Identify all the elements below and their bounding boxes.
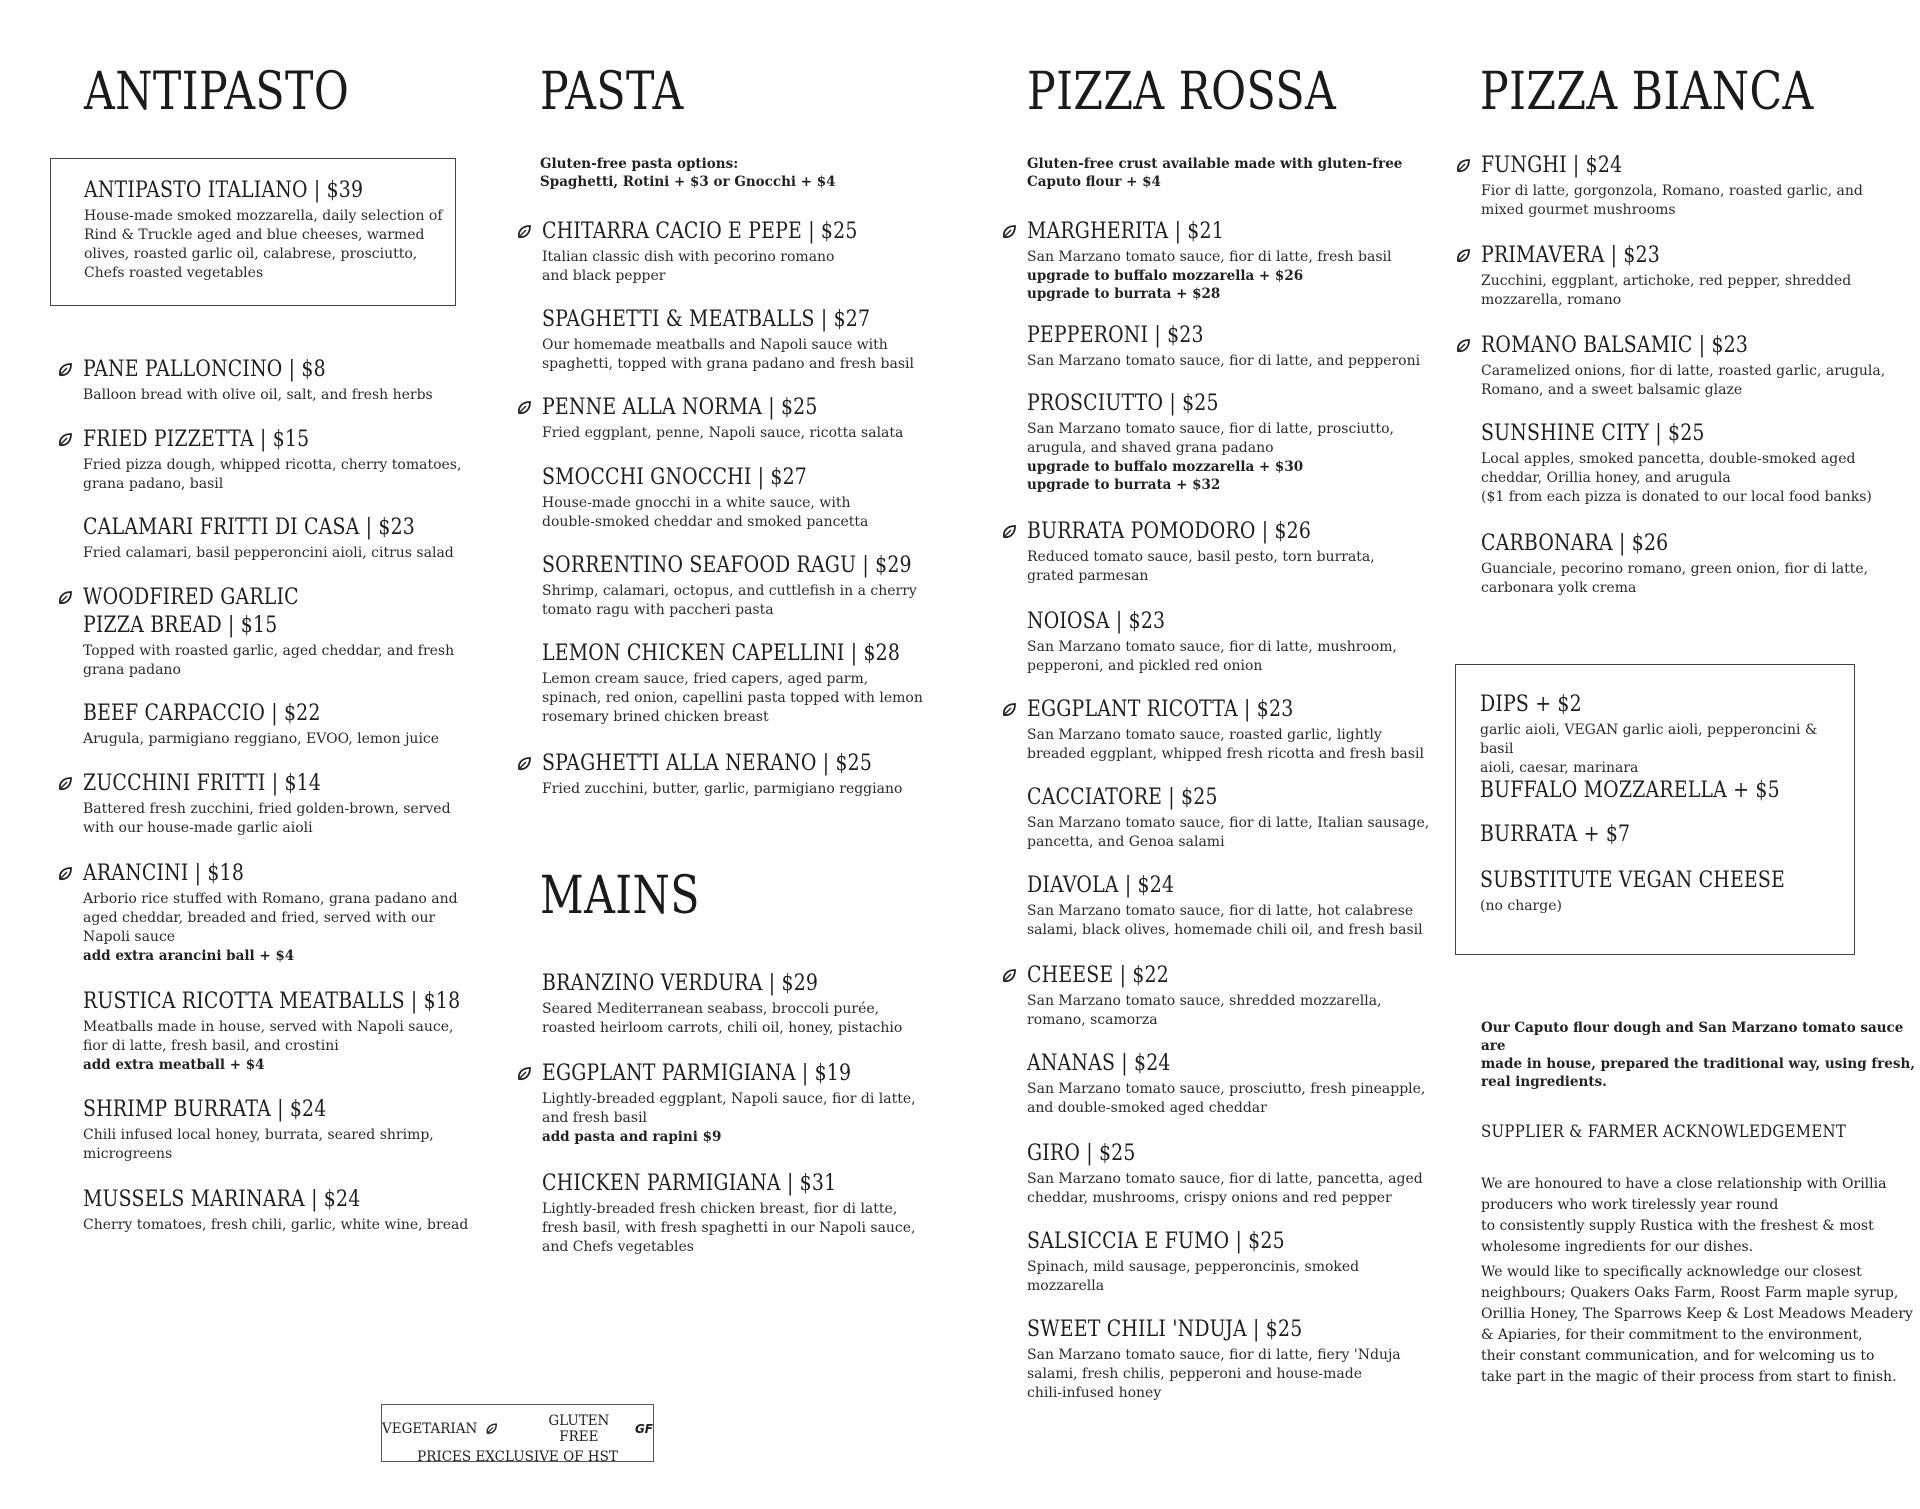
item-name: SHRIMP BURRATA | $24: [83, 1097, 327, 1122]
item-name: SALSICCIA E FUMO | $25: [1027, 1229, 1285, 1254]
acknowledgement-paragraph-1: We are honoured to have a close relationship with Orillia producers who work tirelessly year round to consistently supply Rustica with the freshest & most wholesome ingredients for our dishes.: [1481, 1176, 1887, 1255]
antipasto-title: ANTIPASTO: [84, 62, 350, 122]
menu-item: [83, 860, 503, 965]
item-name: NOIOSA | $23: [1027, 609, 1166, 634]
vegetarian-leaf-icon: [57, 432, 73, 448]
menu-item: [1027, 1316, 1447, 1403]
vegetarian-leaf-icon: [516, 224, 532, 240]
item-description: Reduced tomato sauce, basil pesto, torn burrata, grated parmesan: [1027, 549, 1375, 584]
item-name: SORRENTINO SEAFOOD RAGU | $29: [542, 553, 912, 578]
vegetarian-leaf-icon: [1455, 248, 1471, 264]
vegetarian-leaf-icon: [1001, 702, 1017, 718]
addon-name: DIPS + $2: [1480, 692, 1582, 717]
item-description: Lightly-breaded eggplant, Napoli sauce, fior di latte, and fresh basil: [542, 1091, 916, 1126]
gluten-free-icon: GF: [634, 1422, 653, 1436]
item-name: FUNGHI | $24: [1481, 153, 1623, 178]
item-name: PEPPERONI | $23: [1027, 323, 1204, 348]
item-description: House-made gnocchi in a white sauce, with double-smoked cheddar and smoked pancetta: [542, 495, 869, 530]
item-description: Fried calamari, basil pepperoncini aioli, citrus salad: [83, 545, 454, 561]
pasta-title: PASTA: [540, 62, 684, 122]
vegetarian-leaf-icon: [1455, 338, 1471, 354]
item-upgrade-note: add extra meatball + $4: [83, 1057, 265, 1073]
menu-item: [1481, 242, 1901, 310]
item-description: San Marzano tomato sauce, fior di latte, and pepperoni: [1027, 353, 1421, 369]
menu-item: [1027, 518, 1447, 586]
item-description: Spinach, mild sausage, pepperoncinis, smoked mozzarella: [1027, 1259, 1360, 1294]
dough-note: Our Caputo flour dough and San Marzano tomato sauce are made in house, prepared the traditional way, using fresh, real ingredients.: [1481, 1020, 1916, 1090]
item-upgrade-note: add pasta and rapini $9: [542, 1129, 722, 1145]
vegetarian-leaf-icon: [1001, 524, 1017, 540]
item-description: San Marzano tomato sauce, fior di latte, mushroom, pepperoni, and pickled red onion: [1027, 639, 1397, 674]
item-name: ROMANO BALSAMIC | $23: [1481, 333, 1749, 358]
item-upgrade-note: add extra arancini ball + $4: [83, 948, 295, 964]
menu-item: [1027, 390, 1447, 494]
item-description: Battered fresh zucchini, fried golden-brown, served with our house-made garlic aioli: [83, 801, 451, 836]
item-name: PENNE ALLA NORMA | $25: [542, 395, 818, 420]
vegetarian-leaf-icon: [57, 590, 73, 606]
legend-box: [381, 1404, 654, 1465]
menu-item: [83, 1186, 503, 1235]
addon-name: BURRATA + $7: [1480, 822, 1631, 847]
item-name: MUSSELS MARINARA | $24: [83, 1187, 361, 1212]
item-name: EGGPLANT PARMIGIANA | $19: [542, 1061, 852, 1086]
item-name: FRIED PIZZETTA | $15: [83, 427, 310, 452]
item-description: Chili infused local honey, burrata, seared shrimp, microgreens: [83, 1127, 434, 1162]
menu-item: [1027, 872, 1447, 940]
menu-item: [1027, 962, 1447, 1030]
menu-item: [1027, 608, 1447, 676]
item-description: Fior di latte, gorgonzola, Romano, roasted garlic, and mixed gourmet mushrooms: [1481, 183, 1863, 218]
acknowledgement-paragraph-2: We would like to specifically acknowledge our closest neighbours; Quakers Oaks Farm, Roost Farm maple syrup, Orillia Honey, The Sparrows Keep & Lost Meadows Meadery & Apiaries, for their commitment to the environment, their constant communication, and for welcoming us to take part in the magic of their process from start to finish.: [1481, 1264, 1913, 1385]
menu-item: [542, 640, 962, 727]
menu-item: [1027, 1050, 1447, 1118]
item-name: CALAMARI FRITTI DI CASA | $23: [83, 515, 415, 540]
item-description: San Marzano tomato sauce, fior di latte, hot calabrese salami, black olives, homemade chili oil, and fresh basil: [1027, 903, 1423, 938]
menu-item: [1027, 218, 1447, 303]
addon-item: [1480, 867, 1840, 916]
vegetarian-leaf-icon: [1455, 158, 1471, 174]
menu-item: [1481, 332, 1901, 400]
item-description: Zucchini, eggplant, artichoke, red pepper, shredded mozzarella, romano: [1481, 273, 1852, 308]
legend-prices-note: PRICES EXCLUSIVE OF HST: [417, 1449, 618, 1465]
menu-item: [1027, 1140, 1447, 1208]
item-name: SPAGHETTI ALLA NERANO | $25: [542, 751, 873, 776]
item-name: PRIMAVERA | $23: [1481, 243, 1661, 268]
item-name: BEEF CARPACCIO | $22: [83, 701, 321, 726]
item-name: CHEESE | $22: [1027, 963, 1169, 988]
item-name: ZUCCHINI FRITTI | $14: [83, 771, 322, 796]
menu-item: [84, 177, 504, 283]
menu-item: [83, 356, 503, 405]
menu-item: [83, 988, 503, 1074]
item-description: San Marzano tomato sauce, fior di latte, prosciutto, arugula, and shaved grana padano: [1027, 421, 1394, 456]
item-name: ARANCINI | $18: [83, 861, 245, 886]
item-description: Fried eggplant, penne, Napoli sauce, ricotta salata: [542, 425, 904, 441]
menu-item: [83, 770, 503, 838]
vegetarian-leaf-icon: [57, 866, 73, 882]
legend-gluten-free-label: GLUTEN FREE: [548, 1413, 610, 1445]
menu-item: [83, 700, 503, 749]
item-name: PROSCIUTTO | $25: [1027, 391, 1219, 416]
menu-item: [1481, 420, 1901, 507]
item-name: ANANAS | $24: [1027, 1051, 1171, 1076]
item-description: Fried zucchini, butter, garlic, parmigiano reggiano: [542, 781, 903, 797]
item-description: Topped with roasted garlic, aged cheddar, and fresh grana padano: [83, 643, 455, 678]
mains-title: MAINS: [540, 866, 700, 926]
item-description: Italian classic dish with pecorino romano and black pepper: [542, 249, 835, 284]
item-description: San Marzano tomato sauce, fior di latte, fiery 'Nduja salami, fresh chilis, pepperoni and house-made chili-infused honey: [1027, 1347, 1401, 1401]
item-name: SPAGHETTI & MEATBALLS | $27: [542, 307, 871, 332]
item-description: San Marzano tomato sauce, prosciutto, fresh pineapple, and double-smoked aged cheddar: [1027, 1081, 1426, 1116]
legend-vegetarian-label: VEGETARIAN: [382, 1421, 478, 1437]
item-description: Lightly-breaded fresh chicken breast, fior di latte, fresh basil, with fresh spaghetti in our Napoli sauce, and Chefs vegetables: [542, 1201, 916, 1255]
menu-item: [83, 584, 503, 680]
item-name: RUSTICA RICOTTA MEATBALLS | $18: [83, 989, 461, 1014]
item-description: Caramelized onions, fior di latte, roasted garlic, arugula, Romano, and a sweet balsamic glaze: [1481, 363, 1886, 398]
item-name: SUNSHINE CITY | $25: [1481, 421, 1705, 446]
menu-item: [542, 750, 962, 799]
addons-box: [1455, 664, 1855, 955]
item-upgrade-note: upgrade to buffalo mozzarella + $26 upgrade to burrata + $28: [1027, 268, 1304, 302]
item-name: LEMON CHICKEN CAPELLINI | $28: [542, 641, 901, 666]
pizza-bianca-title: PIZZA BIANCA: [1480, 62, 1814, 122]
item-description: Arugula, parmigiano reggiano, EVOO, lemon juice: [83, 731, 440, 747]
item-description: Shrimp, calamari, octopus, and cuttlefish in a cherry tomato ragu with paccheri pasta: [542, 583, 917, 618]
menu-item: [1027, 1228, 1447, 1296]
menu-item: [1481, 530, 1901, 598]
item-description: Guanciale, pecorino romano, green onion, fior di latte, carbonara yolk crema: [1481, 561, 1869, 596]
vegetarian-leaf-icon: [485, 1422, 498, 1436]
menu-item: [1481, 152, 1901, 220]
item-description: Balloon bread with olive oil, salt, and fresh herbs: [83, 387, 433, 403]
menu-item: [1027, 696, 1447, 764]
item-name: BRANZINO VERDURA | $29: [542, 971, 819, 996]
menu-item: [542, 218, 962, 286]
addon-description: (no charge): [1480, 898, 1562, 914]
menu-item: [1027, 784, 1447, 852]
menu-item: [542, 394, 962, 443]
vegetarian-leaf-icon: [516, 756, 532, 772]
item-name: CHITARRA CACIO E PEPE | $25: [542, 219, 858, 244]
item-description: San Marzano tomato sauce, roasted garlic, lightly breaded eggplant, whipped fresh ricotta and fresh basil: [1027, 727, 1424, 762]
menu-item: [542, 552, 962, 620]
menu-item: [542, 1060, 962, 1146]
item-name: SWEET CHILI 'NDUJA | $25: [1027, 1317, 1303, 1342]
item-description: Meatballs made in house, served with Napoli sauce, fior di latte, fresh basil, and crostini: [83, 1019, 454, 1054]
item-name: SMOCCHI GNOCCHI | $27: [542, 465, 808, 490]
addon-name: SUBSTITUTE VEGAN CHEESE: [1480, 868, 1786, 893]
addon-name: BUFFALO MOZZARELLA + $5: [1480, 778, 1780, 803]
item-name: WOODFIRED GARLIC PIZZA BREAD | $15: [83, 585, 299, 638]
item-description: Fried pizza dough, whipped ricotta, cherry tomatoes, grana padano, basil: [83, 457, 462, 492]
menu-item: [542, 464, 962, 532]
item-name: CHICKEN PARMIGIANA | $31: [542, 1171, 837, 1196]
addon-item: [1480, 691, 1840, 778]
vegetarian-leaf-icon: [1001, 224, 1017, 240]
vegetarian-leaf-icon: [516, 1066, 532, 1082]
menu-item: [1027, 322, 1447, 371]
menu-item: [83, 1096, 503, 1164]
vegetarian-leaf-icon: [57, 776, 73, 792]
addon-item: [1480, 777, 1840, 805]
item-description: Cherry tomatoes, fresh chili, garlic, white wine, bread: [83, 1217, 469, 1233]
item-description: Local apples, smoked pancetta, double-smoked aged cheddar, Orillia honey, and arugula ($1 from each pizza is donated to our local food banks): [1481, 451, 1872, 505]
item-name: DIAVOLA | $24: [1027, 873, 1175, 898]
menu-item: [542, 306, 962, 374]
vegetarian-leaf-icon: [57, 362, 73, 378]
item-description: San Marzano tomato sauce, fior di latte, pancetta, aged cheddar, mushrooms, crispy onions and red pepper: [1027, 1171, 1423, 1206]
menu-item: [83, 426, 503, 494]
item-description: San Marzano tomato sauce, fior di latte, fresh basil: [1027, 249, 1392, 265]
pizza-rossa-gluten-free-note: Gluten-free crust available made with gluten-free Caputo flour + $4: [1027, 156, 1403, 190]
item-description: Arborio rice stuffed with Romano, grana padano and aged cheddar, breaded and fried, served with our Napoli sauce: [83, 891, 458, 945]
item-name: ANTIPASTO ITALIANO | $39: [84, 178, 364, 203]
item-name: BURRATA POMODORO | $26: [1027, 519, 1312, 544]
item-name: CACCIATORE | $25: [1027, 785, 1218, 810]
pizza-rossa-title: PIZZA ROSSA: [1027, 62, 1337, 122]
item-description: Seared Mediterranean seabass, broccoli purée, roasted heirloom carrots, chili oil, honey, pistachio: [542, 1001, 903, 1036]
item-name: MARGHERITA | $21: [1027, 219, 1224, 244]
item-upgrade-note: upgrade to buffalo mozzarella + $30 upgrade to burrata + $32: [1027, 459, 1304, 493]
item-description: San Marzano tomato sauce, shredded mozzarella, romano, scamorza: [1027, 993, 1382, 1028]
acknowledgement-heading: SUPPLIER & FARMER ACKNOWLEDGEMENT: [1481, 1122, 1847, 1142]
menu-item: [542, 1170, 962, 1257]
item-name: PANE PALLONCINO | $8: [83, 357, 326, 382]
vegetarian-leaf-icon: [516, 400, 532, 416]
item-name: EGGPLANT RICOTTA | $23: [1027, 697, 1294, 722]
item-description: Our homemade meatballs and Napoli sauce with spaghetti, topped with grana padano and fresh basil: [542, 337, 914, 372]
item-name: GIRO | $25: [1027, 1141, 1136, 1166]
addon-description: garlic aioli, VEGAN garlic aioli, pepperoncini & basil aioli, caesar, marinara: [1480, 722, 1818, 776]
item-description: Lemon cream sauce, fried capers, aged parm, spinach, red onion, capellini pasta topped with lemon rosemary brined chicken breast: [542, 671, 923, 725]
item-name: CARBONARA | $26: [1481, 531, 1669, 556]
vegetarian-leaf-icon: [1001, 968, 1017, 984]
pasta-gluten-free-note: Gluten-free pasta options: Spaghetti, Rotini + $3 or Gnocchi + $4: [540, 156, 836, 190]
item-description: San Marzano tomato sauce, fior di latte, Italian sausage, pancetta, and Genoa salami: [1027, 815, 1430, 850]
menu-item: [83, 514, 503, 563]
menu-item: [542, 970, 962, 1038]
addon-item: [1480, 821, 1840, 849]
antipasto-featured-box: [50, 158, 456, 306]
item-description: House-made smoked mozzarella, daily selection of Rind & Truckle aged and blue cheeses, warmed olives, roasted garlic oil, calabrese, prosciutto, Chefs roasted vegetables: [84, 208, 443, 281]
